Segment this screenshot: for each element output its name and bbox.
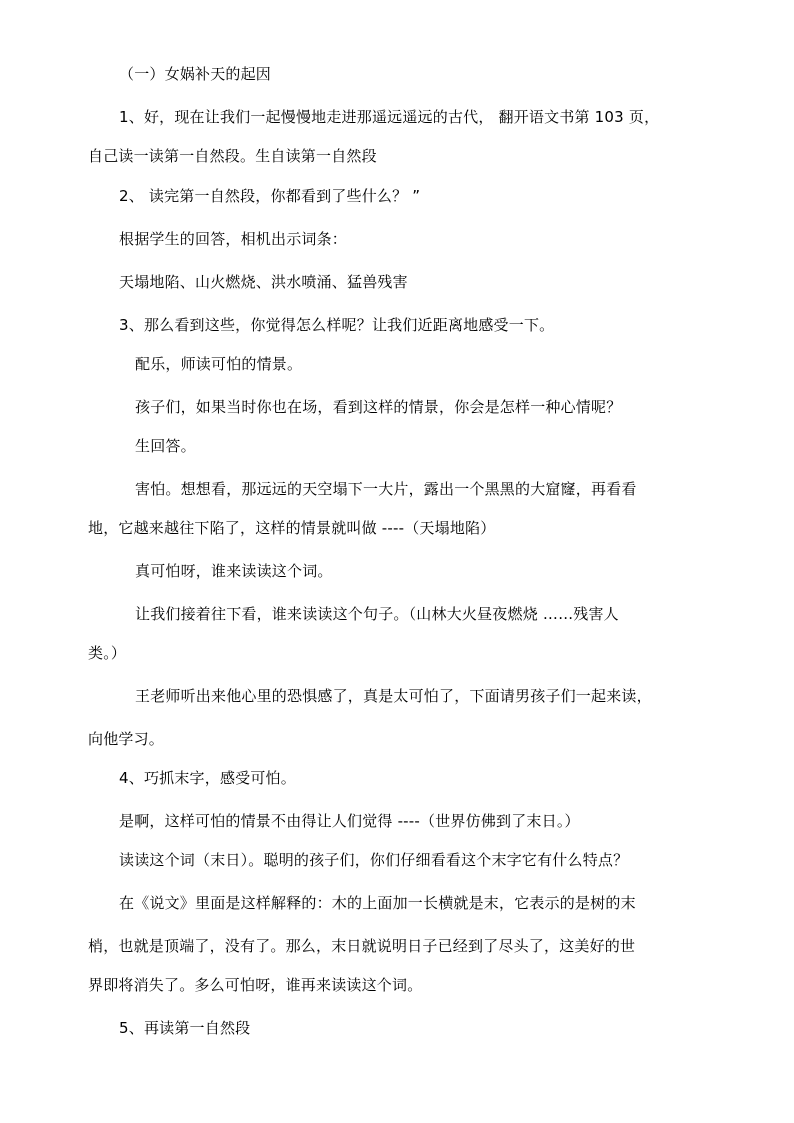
paragraph-line: 害怕。想想看，那远远的天空塌下一大片，露出一个黑黑的大窟窿，再看看: [135, 480, 637, 498]
paragraph-line: 梢，也就是顶端了，没有了。那么，末日就说明日子已经到了尽头了，这美好的世: [88, 937, 636, 955]
paragraph-line: 4、巧抓末字，感受可怕。: [119, 769, 296, 787]
paragraph-line: 生回答。: [135, 437, 196, 455]
paragraph-line: 地，它越来越往下陷了，这样的情景就叫做 ----（天塌地陷）: [88, 519, 496, 537]
paragraph-line: 在《说文》里面是这样解释的：木的上面加一长横就是末，它表示的是树的末: [119, 894, 636, 912]
paragraph-line: 是啊，这样可怕的情景不由得让人们觉得 ----（世界仿佛到了末日。）: [119, 812, 580, 830]
paragraph-line: 让我们接着往下看，谁来读读这个句子。（山林大火昼夜燃烧 ……残害人: [135, 605, 619, 623]
paragraph-line: 3、那么看到这些，你觉得怎么样呢？让我们近距离地感受一下。: [119, 316, 555, 334]
paragraph-line: 向他学习。: [88, 730, 165, 748]
paragraph-line: 读读这个词（末日）。聪明的孩子们，你们仔细看看这个末字它有什么特点？: [119, 851, 629, 869]
paragraph-line: 真可怕呀，谁来读读这个词。: [135, 562, 333, 580]
paragraph-line: 王老师听出来他心里的恐惧感了，真是太可怕了，下面请男孩子们一起来读，: [135, 687, 652, 705]
section-heading: （一）女娲补天的起因: [119, 65, 272, 83]
paragraph-line: 天塌地陷、山火燃烧、洪水喷涌、猛兽残害: [119, 273, 408, 291]
paragraph-line: 配乐，师读可怕的情景。: [135, 355, 303, 373]
paragraph-line: 5、再读第一自然段: [119, 1019, 251, 1037]
paragraph-line: 类。）: [88, 644, 127, 662]
paragraph-line: 界即将消失了。多么可怕呀，谁再来读读这个词。: [88, 976, 423, 994]
paragraph-line: 1、好，现在让我们一起慢慢地走进那遥远遥远的古代， 翻开语文书第 103 页，: [119, 108, 660, 126]
paragraph-line: 自己读一读第一自然段。生自读第一自然段: [88, 147, 377, 165]
paragraph-line: 孩子们，如果当时你也在场，看到这样的情景，你会是怎样一种心情呢？: [135, 398, 622, 416]
paragraph-line: 根据学生的回答，相机出示词条：: [119, 230, 348, 248]
paragraph-line: 2、 读完第一自然段，你都看到了些什么？ ”: [119, 187, 421, 205]
